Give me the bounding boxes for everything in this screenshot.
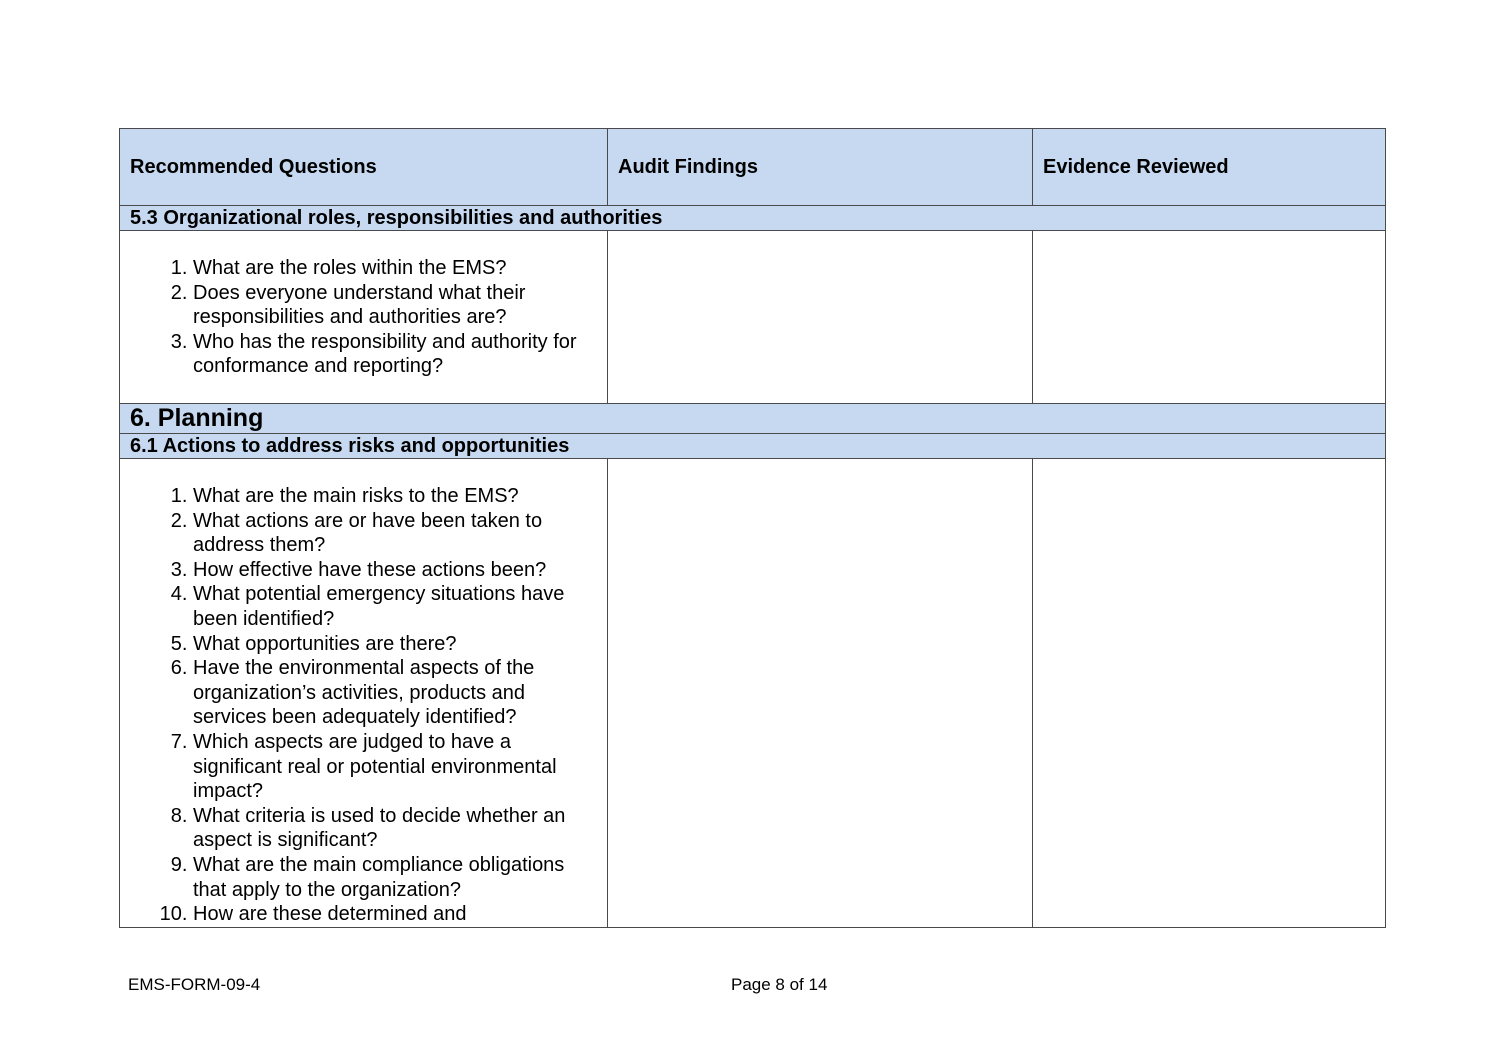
- section-title-6-1: 6.1 Actions to address risks and opportunities: [120, 434, 1386, 459]
- list-item: 1. What are the main risks to the EMS?: [193, 484, 597, 509]
- table-header-row: [120, 129, 1386, 206]
- section-row-6-1: [120, 434, 1386, 459]
- evidence-reviewed-cell[interactable]: [1033, 459, 1386, 928]
- section-row-5-3: [120, 206, 1386, 231]
- section-row-6: [120, 404, 1386, 434]
- audit-checklist-table: [119, 128, 1386, 928]
- list-item: 3. How effective have these actions been?: [193, 558, 597, 583]
- list-item: 10. How are these determined and: [193, 902, 597, 927]
- audit-findings-cell[interactable]: [608, 231, 1033, 404]
- footer-form-id: EMS-FORM-09-4: [128, 975, 261, 994]
- list-item: 7. Which aspects are judged to have a significant real or potential environmental impact?: [193, 730, 597, 804]
- header-audit-findings: Audit Findings: [608, 129, 1033, 206]
- audit-findings-cell[interactable]: [608, 459, 1033, 928]
- table-row: [120, 459, 1386, 928]
- footer-page-number: Page 8 of 14: [731, 975, 828, 994]
- section-title-5-3: 5.3 Organizational roles, responsibilities and authorities: [120, 206, 1386, 231]
- list-item: 5. What opportunities are there?: [193, 632, 597, 657]
- list-item: 8. What criteria is used to decide whether an aspect is significant?: [193, 804, 597, 853]
- list-item: 4. What potential emergency situations have been identified?: [193, 582, 597, 631]
- question-list: [120, 459, 607, 927]
- list-item: 9. What are the main compliance obligations that apply to the organization?: [193, 853, 597, 902]
- section-title-6: 6. Planning: [120, 404, 1386, 434]
- question-list: [120, 231, 607, 379]
- evidence-reviewed-cell[interactable]: [1033, 231, 1386, 404]
- list-item: 2. Does everyone understand what their responsibilities and authorities are?: [193, 281, 597, 330]
- questions-cell: [120, 231, 608, 404]
- header-evidence-reviewed: Evidence Reviewed: [1033, 129, 1386, 206]
- table-row: [120, 231, 1386, 404]
- list-item: 1. What are the roles within the EMS?: [193, 256, 597, 281]
- list-item: 2. What actions are or have been taken to address them?: [193, 509, 597, 558]
- header-recommended-questions: Recommended Questions: [120, 129, 608, 206]
- list-item: 3. Who has the responsibility and authority for conformance and reporting?: [193, 330, 597, 379]
- questions-cell: [120, 459, 608, 928]
- list-item: 6. Have the environmental aspects of the organization’s activities, products and services been adequately identified?: [193, 656, 597, 730]
